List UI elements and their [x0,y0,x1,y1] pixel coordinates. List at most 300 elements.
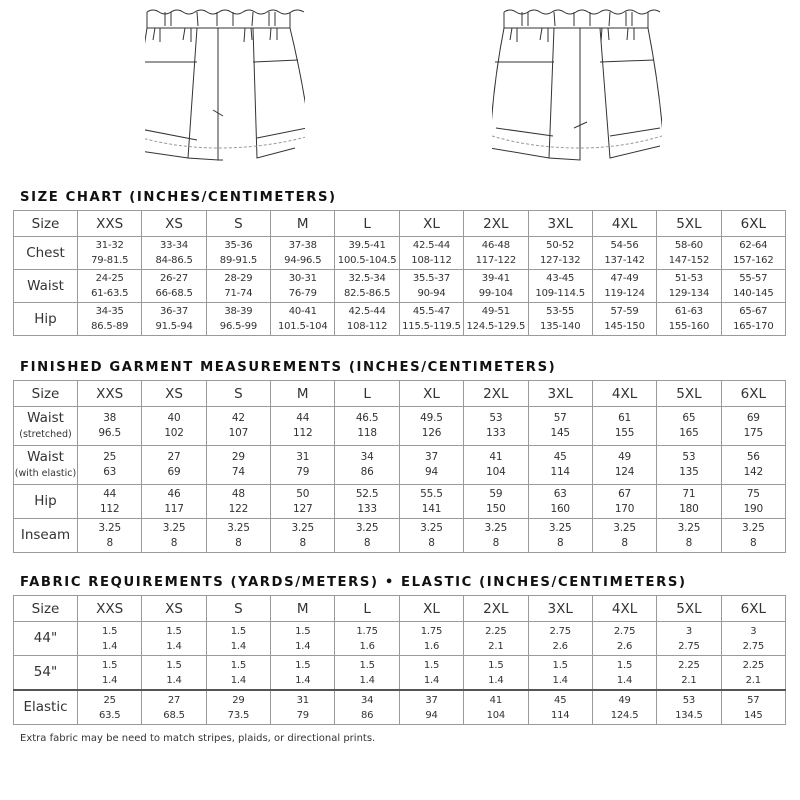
table-cell [335,270,399,303]
metric-value: 8 [106,536,113,549]
table-cell [721,485,785,519]
table-cell [78,303,142,336]
imperial-value: 65-67 [739,306,768,317]
header-cell: M [271,596,335,622]
metric-value: 101.5-104 [277,321,328,332]
table-cell [464,622,528,656]
header-cell: 3XL [528,381,592,407]
metric-value: 145 [744,709,763,721]
imperial-value: 42 [231,412,245,424]
header-cell: XL [399,596,463,622]
table-cell [528,407,592,446]
header-cell: 4XL [592,381,656,407]
table-cell [592,622,656,656]
metric-value: 8 [556,536,564,549]
metric-value: 82.5-86.5 [343,288,391,299]
table-row [14,485,786,519]
metric-value: 175 [743,427,764,439]
row-label-text: Hip [34,493,57,509]
metric-value: 124 [614,466,635,478]
imperial-value: 1.75 [420,625,443,637]
imperial-value: 61-63 [674,306,703,317]
metric-value: 118 [357,427,377,439]
imperial-value: 26-27 [160,273,189,284]
header-cell: 6XL [721,596,785,622]
table-cell [721,690,785,725]
metric-value: 124.5 [610,709,639,721]
metric-value: 90-94 [417,288,446,299]
imperial-value: 36-37 [160,306,189,317]
metric-value: 96.5 [98,427,121,439]
imperial-value: 41 [489,451,503,463]
table-cell [271,270,335,303]
table-row [14,690,786,725]
table-cell [721,622,785,656]
table-cell [206,270,270,303]
imperial-value: 1.5 [552,659,568,671]
imperial-value: 3.25 [548,521,572,534]
imperial-value: 54-56 [610,240,639,251]
imperial-value: 1.5 [166,659,182,671]
metric-value: 73.5 [227,709,250,721]
metric-value: 84-86.5 [155,255,193,266]
table-cell [592,519,656,553]
table-cell [271,237,335,270]
table-row [14,656,786,691]
metric-value: 135 [679,466,699,478]
table-cell [399,519,463,553]
metric-value: 1.4 [102,640,118,652]
table-cell [592,303,656,336]
imperial-value: 49 [618,451,632,463]
header-cell: XS [142,381,206,407]
size-chart-table [13,210,786,336]
imperial-value: 31-32 [95,240,124,251]
metric-value: 135-140 [540,321,581,332]
metric-value: 8 [685,536,693,549]
metric-value: 8 [621,536,628,549]
row-label [14,446,78,485]
header-cell: 6XL [721,381,785,407]
table-cell [399,622,463,656]
metric-value: 104 [486,466,506,478]
shorts-front-drawing [145,0,305,170]
metric-value: 1.6 [359,640,375,652]
metric-value: 79-81.5 [91,255,129,266]
metric-value: 127-132 [540,255,581,266]
row-sublabel-text: (with elastic) [14,468,77,479]
table-cell [464,656,528,691]
table-cell [721,656,785,691]
imperial-value: 43-45 [546,273,575,284]
table-cell [206,656,270,691]
imperial-value: 49-51 [481,306,510,317]
imperial-value: 32.5-34 [348,273,386,284]
imperial-value: 69 [746,412,760,424]
metric-value: 170 [614,502,635,515]
row-label [14,656,78,691]
imperial-value: 53 [682,694,696,706]
table-cell [721,519,785,553]
metric-value: 142 [743,466,764,478]
header-cell: XXS [78,381,142,407]
header-cell: XXS [78,596,142,622]
imperial-value: 42.5-44 [412,240,451,251]
imperial-value: 52.5 [355,487,379,500]
metric-value: 94 [424,466,438,478]
table-cell [528,690,592,725]
table-cell [399,656,463,691]
imperial-value: 3 [750,625,757,637]
table-cell [657,237,721,270]
imperial-value: 56 [746,451,760,463]
header-cell: Size [14,381,78,407]
fabric-note: Extra fabric may be need to match stripes, plaids, or directional prints. [20,733,376,744]
imperial-value: 1.5 [359,659,375,671]
table-cell [528,485,592,519]
table-cell [592,485,656,519]
metric-value: 102 [164,427,184,439]
imperial-value: 37 [425,694,438,706]
imperial-value: 40-41 [288,306,317,317]
metric-value: 114 [550,709,570,721]
metric-value: 107 [228,427,249,439]
table-cell [592,690,656,725]
metric-value: 108-112 [346,321,388,332]
row-label [14,622,78,656]
metric-value: 8 [235,536,242,549]
row-label-text: Elastic [23,699,68,715]
imperial-value: 63 [553,487,567,500]
imperial-value: 57 [747,694,760,706]
header-cell: M [271,211,335,237]
metric-value: 160 [550,502,570,515]
table-cell [528,656,592,691]
metric-value: 94 [425,709,438,721]
header-cell: 2XL [464,211,528,237]
header-cell: 2XL [464,381,528,407]
table-row [14,303,786,336]
imperial-value: 42.5-44 [348,306,386,317]
table-cell [464,519,528,553]
table-cell [528,303,592,336]
table-cell [399,237,463,270]
metric-value: 1.4 [359,674,375,686]
table-row [14,622,786,656]
imperial-value: 1.5 [488,659,504,671]
row-label [14,270,78,303]
header-cell: XL [399,381,463,407]
imperial-value: 3.25 [355,521,379,534]
metric-value: 8 [492,536,500,549]
imperial-value: 57-59 [610,306,639,317]
fabric-requirements-table [13,595,786,725]
row-label-text: Waist [27,277,64,294]
table-cell [592,237,656,270]
imperial-value: 39-41 [481,273,510,284]
table-cell [271,622,335,656]
table-row [14,519,786,553]
imperial-value: 2.25 [742,659,765,671]
table-cell [399,270,463,303]
header-cell: 5XL [657,596,721,622]
row-label [14,237,78,270]
table-cell [335,303,399,336]
imperial-value: 2.75 [613,625,636,637]
row-label-text: 44" [33,630,58,646]
table-cell [657,303,721,336]
imperial-value: 67 [618,487,632,500]
table-cell [657,622,721,656]
metric-value: 61-63.5 [91,288,129,299]
table-cell [206,519,270,553]
metric-value: 190 [743,502,764,515]
metric-value: 91.5-94 [155,321,193,332]
fabric-requirements-header-row [14,596,786,622]
row-label [14,690,78,725]
size-chart-title: SIZE CHART (INCHES/CENTIMETERS) [20,190,337,205]
imperial-value: 45 [553,451,567,463]
imperial-value: 55-57 [739,273,768,284]
metric-value: 71-74 [224,288,253,299]
metric-value: 145 [550,427,570,439]
metric-value: 147-152 [668,255,710,266]
metric-value: 108-112 [411,255,452,266]
imperial-value: 41 [489,694,502,706]
metric-value: 1.4 [166,640,182,652]
metric-value: 145-150 [604,321,645,332]
header-cell: 3XL [528,211,592,237]
metric-value: 157-162 [733,255,774,266]
table-cell [464,270,528,303]
imperial-value: 59 [489,487,503,500]
imperial-value: 24-25 [95,273,124,284]
imperial-value: 46 [167,487,181,500]
imperial-value: 28-29 [224,273,253,284]
imperial-value: 25 [103,451,117,463]
metric-value: 119-124 [604,288,645,299]
finished-measurements-header-row [14,381,786,407]
table-cell [528,446,592,485]
row-label [14,303,78,336]
table-cell [592,446,656,485]
metric-value: 140-145 [733,288,774,299]
metric-value: 155 [614,427,635,439]
metric-value: 89-91.5 [219,255,257,266]
table-cell [78,485,142,519]
header-cell: 5XL [657,211,721,237]
table-cell [142,622,206,656]
table-cell [464,303,528,336]
table-cell [335,622,399,656]
imperial-value: 38 [103,412,117,424]
table-cell [142,690,206,725]
metric-value: 137-142 [604,255,645,266]
imperial-value: 47-49 [610,273,639,284]
metric-value: 76-79 [288,288,317,299]
table-cell [271,303,335,336]
table-cell [335,519,399,553]
metric-value: 1.6 [423,640,440,652]
table-cell [399,485,463,519]
metric-value: 1.4 [102,674,118,686]
imperial-value: 45 [554,694,567,706]
imperial-value: 29 [232,694,245,706]
imperial-value: 57 [553,412,567,424]
row-label-text: 54" [33,664,58,680]
imperial-value: 1.5 [166,625,182,637]
imperial-value: 33-34 [160,240,189,251]
header-cell: 6XL [721,211,785,237]
header-cell: S [206,596,270,622]
imperial-value: 49.5 [420,412,443,424]
imperial-value: 39.5-41 [348,240,386,251]
metric-value: 2.1 [745,674,761,686]
metric-value: 2.75 [678,640,700,652]
metric-value: 8 [428,536,435,549]
imperial-value: 1.5 [230,659,247,671]
table-cell [206,237,270,270]
imperial-value: 1.5 [295,659,311,671]
imperial-value: 38-39 [224,306,253,317]
imperial-value: 1.5 [102,659,118,671]
metric-value: 134.5 [675,709,703,721]
header-cell: XS [142,211,206,237]
metric-value: 133 [357,502,377,515]
table-cell [271,690,335,725]
imperial-value: 44 [296,412,310,424]
table-cell [528,519,592,553]
table-cell [592,656,656,691]
imperial-value: 44 [103,487,117,500]
table-cell [721,237,785,270]
imperial-value: 62-64 [739,240,768,251]
imperial-value: 2.75 [549,625,571,637]
imperial-value: 34-35 [95,306,124,317]
table-cell [78,656,142,691]
table-cell [271,446,335,485]
metric-value: 86 [360,466,374,478]
table-cell [657,485,721,519]
table-cell [78,519,142,553]
header-cell: XS [142,596,206,622]
table-cell [335,656,399,691]
imperial-value: 29 [231,451,245,463]
table-cell [528,270,592,303]
table-cell [206,485,270,519]
metric-value: 2.6 [552,640,568,652]
metric-value: 1.4 [488,674,504,686]
metric-value: 1.4 [295,640,311,652]
imperial-value: 2.25 [678,659,700,671]
row-label-text: Waist [27,449,64,465]
imperial-value: 1.5 [295,625,311,637]
table-cell [335,407,399,446]
row-label-text: Chest [26,244,65,261]
table-cell [142,656,206,691]
table-row [14,270,786,303]
imperial-value: 31 [296,694,309,706]
metric-value: 1.4 [423,674,440,686]
table-cell [271,407,335,446]
imperial-value: 1.75 [356,625,378,637]
imperial-value: 3.25 [420,521,443,534]
imperial-value: 3.25 [484,521,508,534]
table-cell [206,622,270,656]
metric-value: 63.5 [98,709,121,721]
metric-value: 96.5-99 [219,321,257,332]
metric-value: 141 [421,502,442,515]
header-cell: XL [399,211,463,237]
metric-value: 2.1 [488,640,504,652]
table-cell [142,237,206,270]
table-cell [206,407,270,446]
table-cell [142,303,206,336]
table-cell [335,690,399,725]
header-cell: 2XL [464,596,528,622]
imperial-value: 48 [231,487,245,500]
imperial-value: 3.25 [677,521,701,534]
metric-value: 8 [363,536,371,549]
imperial-value: 53 [682,451,696,463]
table-row [14,237,786,270]
table-cell [464,690,528,725]
metric-value: 155-160 [668,321,710,332]
header-cell: 4XL [592,211,656,237]
metric-value: 150 [486,502,506,515]
imperial-value: 1.5 [423,659,440,671]
header-cell: L [335,596,399,622]
table-cell [721,407,785,446]
table-row [14,407,786,446]
table-cell [464,485,528,519]
table-cell [78,237,142,270]
table-cell [399,303,463,336]
metric-value: 1.4 [295,674,311,686]
metric-value: 8 [299,536,306,549]
imperial-value: 51-53 [674,273,703,284]
imperial-value: 2.25 [485,625,507,637]
table-cell [657,446,721,485]
metric-value: 8 [170,536,178,549]
imperial-value: 34 [360,694,374,706]
table-cell [142,407,206,446]
imperial-value: 55.5 [420,487,443,500]
imperial-value: 45.5-47 [412,306,451,317]
metric-value: 2.75 [742,640,765,652]
imperial-value: 1.5 [230,625,247,637]
header-cell: 4XL [592,596,656,622]
metric-value: 79 [296,466,310,478]
metric-value: 86.5-89 [91,321,129,332]
size-chart-header-row [14,211,786,237]
table-cell [78,446,142,485]
table-cell [78,622,142,656]
metric-value: 129-134 [668,288,710,299]
shorts-front-icon [145,0,305,170]
imperial-value: 50 [296,487,310,500]
table-cell [464,237,528,270]
header-cell: M [271,381,335,407]
metric-value: 1.4 [230,674,247,686]
imperial-value: 3.25 [613,521,636,534]
metric-value: 124.5-129.5 [466,321,526,332]
table-cell [142,446,206,485]
metric-value: 133 [486,427,506,439]
imperial-value: 34 [360,451,374,463]
imperial-value: 31 [296,451,310,463]
imperial-value: 3.25 [162,521,186,534]
